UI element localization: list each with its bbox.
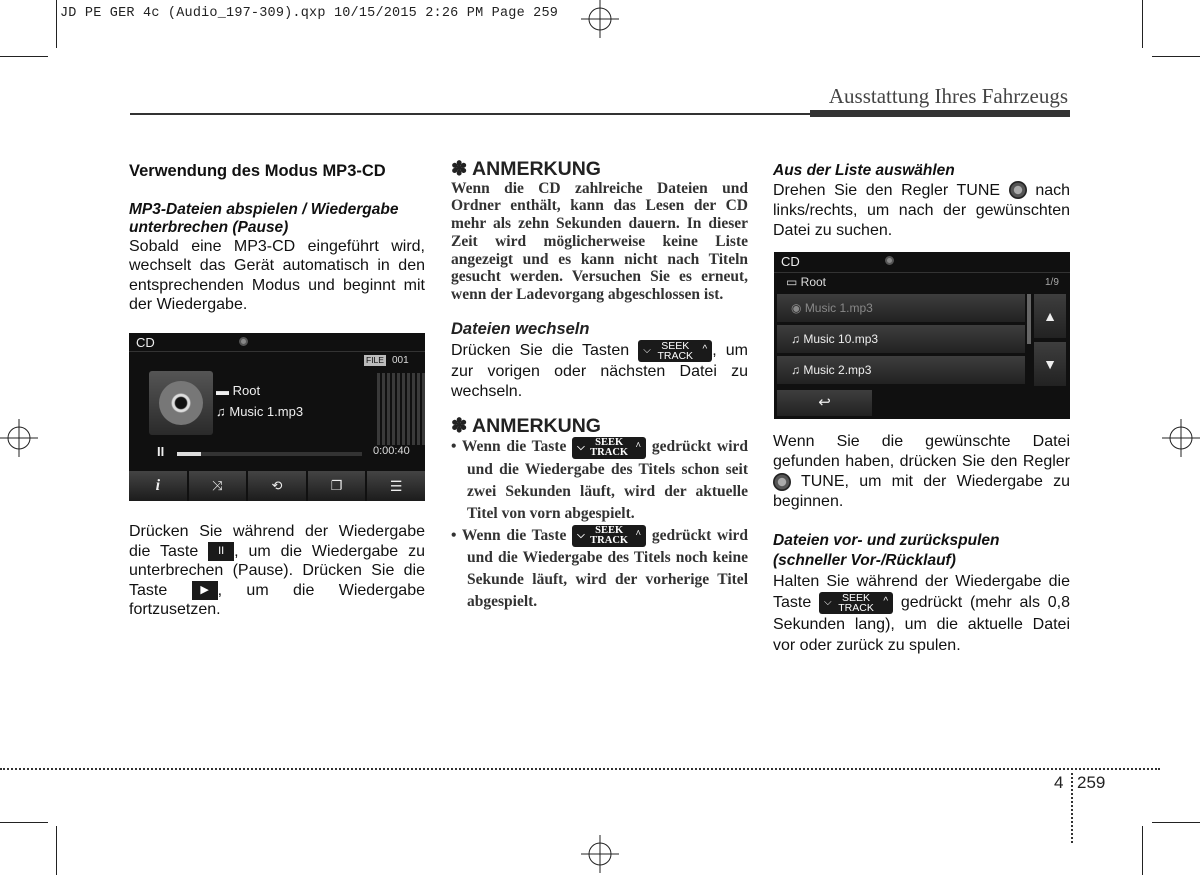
divider (129, 351, 425, 352)
album-art (149, 371, 213, 435)
crop-mark (1142, 826, 1143, 875)
seek-track-button-icon: ⌵ SEEK TRACK ^ (572, 437, 646, 459)
print-slug: JD PE GER 4c (Audio_197-309).qxp 10/15/2015 2:26 PM Page 259 (60, 6, 559, 21)
tune-knob-icon (773, 473, 791, 491)
registration-mark-icon (581, 835, 619, 873)
mode-label: CD (781, 254, 800, 269)
music-note-icon: ♫ (791, 363, 804, 377)
registration-mark-icon (0, 419, 38, 457)
control-bar (129, 471, 425, 501)
seek-track-button-icon: ⌵ SEEK TRACK ^ (638, 340, 712, 362)
crop-mark (1142, 0, 1143, 48)
column-3: Aus der Liste auswählen Drehen Sie den Regler TUNE nach links/rechts, um nach der gewünschten Datei zu suchen. (773, 162, 1071, 239)
disc-indicator-icon (885, 256, 894, 265)
crop-mark (0, 822, 48, 823)
file-number: 001 (392, 355, 409, 366)
scrollbar[interactable] (1027, 294, 1031, 344)
file-badge: FILE (366, 355, 384, 365)
divider (774, 272, 1070, 273)
column-1-lower: Drücken Sie während der Wiedergabe die Taste II , um die Wiedergabe zu unterbrechen (Pause). Drücken Sie die Taste ▶ , um die Wiedergabe fortzusetzen. (129, 523, 425, 618)
sub-heading: Dateien wechseln (451, 320, 590, 339)
info-icon[interactable]: i (129, 471, 187, 501)
page-number: 259 (1077, 773, 1106, 792)
cd-playback-screen (129, 333, 425, 501)
chapter-number: 4 (1054, 773, 1064, 792)
column-2: ✽ ANMERKUNG Wenn die CD zahlreiche Dateien und Ordner enthält, kann das Lesen der CD mehr als zehn Sekunden dauern. In dieser Zeit wird möglicherweise keine Liste angezeigt und es kann nicht nach Titeln gesucht werden. Versuchen Sie es erneut, wenn der Ladevorgang abgeschlossen ist. Dateien wechseln Drücken Sie die Tasten ⌵ SEEK TRACK ^ , um zur vorigen oder nächsten Datei zu wechseln. ✽ ANMERKUNG • Wenn die Taste ⌵ SEEK TRACK ^ gedrückt wird und die Wiedergabe des Titels schon seit zwei Sekunden läuft, wird der aktuelle Titel von vorn abgespielt. • Wenn die Taste ⌵ SEEK TRACK ^ gedrückt wird und die Wiedergabe des Titels noch keine Sekunde läuft, wird der vorherige Titel abgespielt. (451, 160, 748, 613)
section-title: Ausstattung Ihres Fahrzeugs (828, 84, 1068, 108)
list-item-selected[interactable]: ◉ Music 1.mp3 (777, 294, 1025, 322)
sub-heading: Aus der Liste auswählen (773, 162, 955, 179)
folder-row: ▬ Root (216, 383, 261, 398)
copy-icon[interactable]: ❐ (308, 471, 366, 501)
column-3-lower: Wenn Sie die gewünschte Datei gefunden haben, drücken Sie den Regler TUNE, um mit der Wiedergabe zu beginnen. Dateien vor- und zurückspulen (schneller Vor-/Rücklauf) Halten Sie während der Wiedergabe die Taste ⌵ SEEK TRACK ^ gedrückt (mehr als 0,8 Sekunden lang), um die aktuelle Datei vor oder zurück zu spulen. (773, 433, 1071, 654)
elapsed-time: 0:00:40 (373, 445, 410, 457)
folder-icon: ▬ (216, 383, 233, 398)
page-indicator: 1/9 (1045, 277, 1059, 288)
repeat-icon[interactable]: ⟲ (248, 471, 306, 501)
pause-state-icon: II (157, 444, 165, 459)
progress-bar[interactable] (177, 452, 362, 456)
folder-icon: ▭ (786, 275, 801, 289)
disc-icon (159, 381, 203, 425)
seek-track-button-icon: ⌵ SEEK TRACK ^ (819, 592, 893, 614)
note-title: ✽ ANMERKUNG (451, 158, 601, 180)
note-bullet: • Wenn die Taste ⌵ SEEK TRACK ^ gedrückt wird und die Wiedergabe des Titels noch keine Sekunde läuft, wird der vorherige Titel abgespielt. (451, 524, 749, 610)
list-icon[interactable]: ☰ (367, 471, 425, 501)
column-1 (129, 162, 425, 315)
music-note-icon: ♫ (216, 404, 230, 419)
mode-label: CD (136, 335, 155, 350)
seek-track-button-icon: ⌵ SEEK TRACK ^ (572, 525, 646, 547)
list-item[interactable]: ♫ Music 10.mp3 (777, 325, 1025, 353)
play-icon: ▶ (192, 581, 218, 600)
list-item[interactable]: ♫ Music 2.mp3 (777, 356, 1025, 384)
play-circle-icon: ◉ (791, 301, 805, 315)
tune-knob-icon (1009, 181, 1027, 199)
crop-mark (0, 56, 48, 57)
footer-divider (1071, 768, 1073, 843)
disc-indicator-icon (239, 337, 248, 346)
crop-mark (56, 0, 57, 48)
note-body: Wenn die CD zahlreiche Dateien und Ordner enthält, kann das Lesen der CD mehr als zehn Sekunden dauern. In dieser Zeit wird möglicherweise keine Liste angezeigt und es kann nicht nach Titeln gesucht werden. Versuchen Sie es erneut, wenn der Ladevorgang abgeschlossen ist. (451, 179, 748, 304)
header-rule (130, 113, 810, 115)
back-icon[interactable]: ↩ (777, 390, 872, 416)
track-row: ♫ Music 1.mp3 (216, 404, 304, 419)
equalizer-visual (377, 373, 425, 445)
note-bullet: • Wenn die Taste ⌵ SEEK TRACK ^ gedrückt wird und die Wiedergabe des Titels schon seit zwei Sekunden läuft, wird der aktuelle Titel von vorn abgespielt. (451, 436, 749, 522)
shuffle-icon[interactable]: ⤨ (189, 471, 247, 501)
paragraph: Sobald eine MP3-CD eingeführt wird, wechselt das Gerät automatisch in den entsprechenden Modus und beginnt mit der Wiedergabe. (129, 237, 425, 313)
pause-icon: II (208, 542, 234, 561)
footer-rule (0, 768, 1160, 770)
crop-mark (1152, 822, 1200, 823)
crop-mark (56, 826, 57, 875)
header-rule-thick (810, 110, 1070, 117)
sub-heading: Dateien vor- und zurückspulen (schneller Vor-/Rücklauf) (773, 532, 1000, 569)
cd-file-list-screen (774, 252, 1070, 419)
registration-mark-icon (1162, 419, 1200, 457)
folder-row: ▭ Root (786, 275, 827, 289)
scroll-down-icon[interactable]: ▼ (1034, 342, 1066, 386)
sub-heading: MP3-Dateien abspielen / Wiedergabe unterbrechen (Pause) (129, 200, 399, 236)
scroll-up-icon[interactable]: ▲ (1034, 294, 1066, 338)
note-title: ✽ ANMERKUNG (451, 414, 601, 437)
heading: Verwendung des Modus MP3-CD (129, 162, 386, 180)
music-note-icon: ♫ (791, 332, 804, 346)
crop-mark (1152, 56, 1200, 57)
registration-mark-icon (581, 0, 619, 38)
progress-fill (177, 452, 201, 456)
